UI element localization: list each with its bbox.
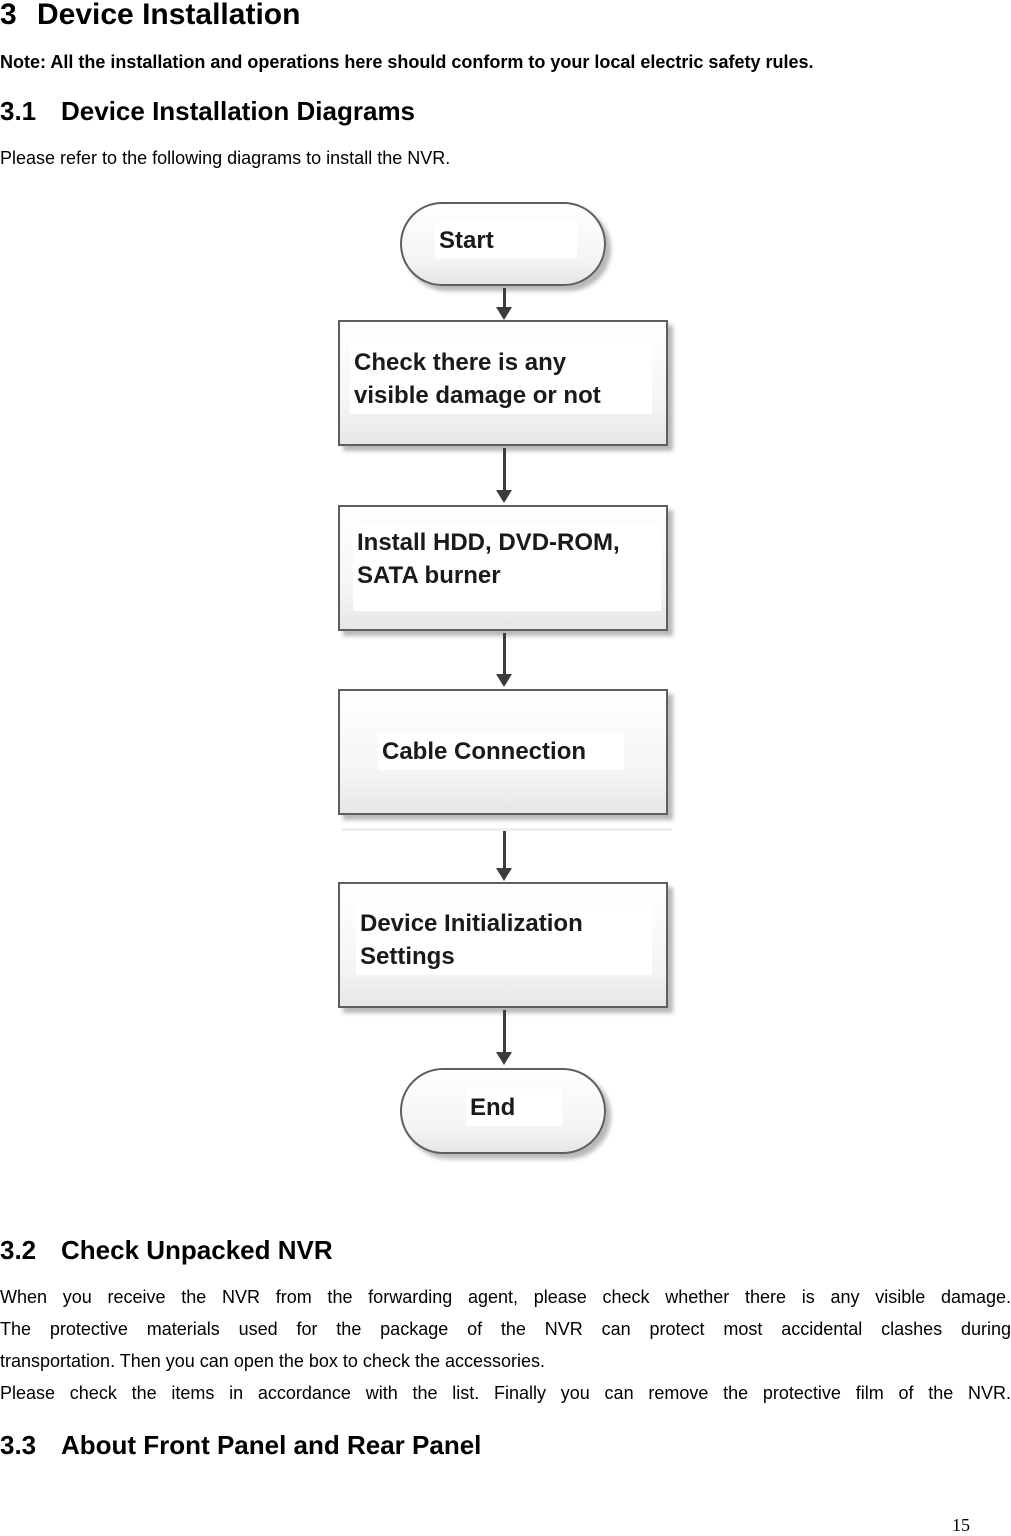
diagram-intro: Please refer to the following diagrams to install the NVR. xyxy=(0,148,451,168)
safety-note: Note: All the installation and operations here should conform to your local electric safety rules. xyxy=(0,52,814,72)
flow-arrow xyxy=(503,288,506,308)
flow-step-label: Device Initialization Settings xyxy=(356,905,652,975)
flow-arrow xyxy=(503,633,506,675)
flow-step-device-initialization xyxy=(338,882,668,1008)
flow-step-install-drives xyxy=(338,505,668,631)
paragraph-line: When you receive the NVR from the forwarding agent, please check whether there is any visible damage. xyxy=(0,1287,1011,1307)
flow-arrow xyxy=(503,448,506,491)
paragraph-line: transportation. Then you can open the box to check the accessories. xyxy=(0,1351,546,1371)
section-title: Check Unpacked NVR xyxy=(61,1235,333,1265)
section-number: 3.2 xyxy=(0,1235,37,1265)
page-number: 15 xyxy=(952,1515,970,1535)
chapter-title: Device Installation xyxy=(37,0,301,31)
flow-step-cable-connection xyxy=(338,689,668,815)
chapter-number: 3 xyxy=(0,0,17,31)
flow-divider xyxy=(342,828,672,831)
paragraph-line: Please check the items in accordance with the list. Finally you can remove the protective film of the NVR. xyxy=(0,1383,1011,1403)
section-number: 3.3 xyxy=(0,1430,37,1460)
flow-step-label: Cable Connection xyxy=(378,733,624,770)
section-number: 3.1 xyxy=(0,96,37,126)
flow-arrow xyxy=(503,1010,506,1053)
section-heading-3-3 xyxy=(0,1430,481,1461)
section-heading-3-1 xyxy=(0,96,415,127)
chapter-heading xyxy=(0,0,300,30)
flow-end-label: End xyxy=(466,1089,562,1126)
flow-arrow xyxy=(503,831,506,869)
paragraph-line: The protective materials used for the package of the NVR can protect most accidental clashes during xyxy=(0,1319,1011,1339)
section-title: About Front Panel and Rear Panel xyxy=(61,1430,482,1460)
section-heading-3-2 xyxy=(0,1235,333,1266)
flow-step-check-damage xyxy=(338,320,668,446)
section-title: Device Installation Diagrams xyxy=(61,96,416,126)
flow-step-label: Install HDD, DVD-ROM, SATA burner xyxy=(353,524,661,611)
flow-step-label: Check there is any visible damage or not xyxy=(350,344,652,414)
flow-end-node xyxy=(400,1068,606,1154)
flow-start-node xyxy=(400,202,606,286)
flow-start-label: Start xyxy=(435,222,577,259)
